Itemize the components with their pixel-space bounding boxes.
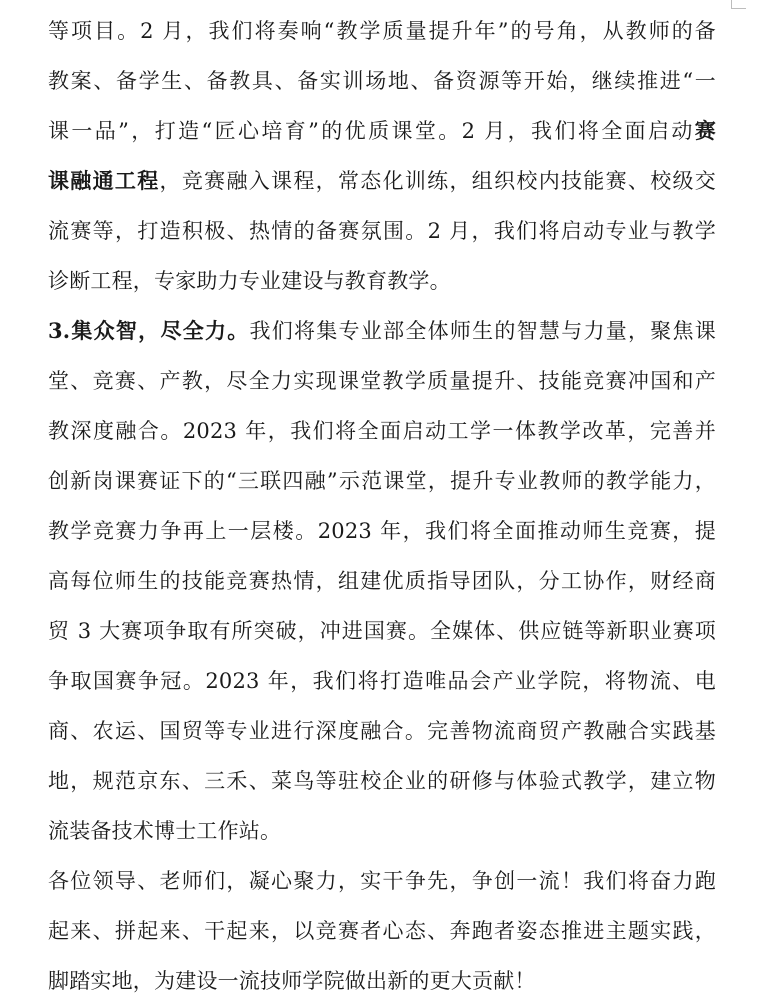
paragraph-teaching-quality	[48, 6, 716, 306]
text-run: 教深度融合。2023 年，我们将全面启动工学一体教学改革，完善并	[48, 419, 716, 443]
text-line	[48, 706, 716, 756]
text-run: 商、农运、国贸等专业进行深度融合。完善物流商贸产教融合实践基	[48, 719, 716, 743]
text-line	[48, 106, 716, 156]
document-body	[48, 6, 716, 1006]
paragraph-collective-wisdom	[48, 306, 716, 856]
text-line	[48, 256, 716, 306]
text-line	[48, 56, 716, 106]
text-line	[48, 156, 716, 206]
text-run: 流装备技术博士工作站。	[48, 819, 282, 843]
text-run: 诊断工程，专家助力专业建设与教育教学。	[48, 269, 451, 293]
bold-text-run: 赛	[694, 118, 716, 143]
text-line	[48, 306, 716, 356]
text-run: ，竞赛融入课程，常态化训练，组织校内技能赛、校级交	[159, 169, 717, 193]
text-run: 等项目。2 月，我们将奏响“教学质量提升年”的号角，从教师的备	[48, 19, 716, 43]
text-line	[48, 806, 716, 856]
text-run: 流赛等，打造积极、热情的备赛氛围。2 月，我们将启动专业与教学	[48, 219, 716, 243]
text-run: 起来、拼起来、干起来，以竞赛者心态、奔跑者姿态推进主题实践，	[48, 919, 716, 943]
text-line	[48, 456, 716, 506]
text-run: 高每位师生的技能竞赛热情，组建优质指导团队，分工协作，财经商	[48, 569, 716, 593]
text-line	[48, 956, 716, 1006]
text-run: 脚踏实地，为建设一流技师学院做出新的更大贡献！	[48, 969, 536, 993]
paragraph-closing-call	[48, 856, 716, 1006]
text-line	[48, 756, 716, 806]
text-line	[48, 6, 716, 56]
text-run: 我们将集专业部全体师生的智慧与力量，聚焦课	[249, 319, 716, 343]
page-corner-mark	[731, 0, 746, 9]
text-line	[48, 206, 716, 256]
text-run: 堂、竞赛、产教，尽全力实现课堂教学质量提升、技能竞赛冲国和产	[48, 369, 716, 393]
text-run: 创新岗课赛证下的“三联四融”示范课堂，提升专业教师的教学能力，	[48, 469, 716, 493]
bold-text-run: 课融通工程	[48, 168, 160, 193]
text-run: 地，规范京东、三禾、菜鸟等驻校企业的研修与体验式教学，建立物	[48, 769, 716, 793]
text-line	[48, 356, 716, 406]
text-run: 贸 3 大赛项争取有所突破，冲进国赛。全媒体、供应链等新职业赛项	[48, 619, 716, 643]
text-run: 各位领导、老师们，凝心聚力，实干争先，争创一流！我们将奋力跑	[48, 869, 716, 893]
text-run: 教学竞赛力争再上一层楼。2023 年，我们将全面推动师生竞赛，提	[48, 519, 716, 543]
text-line	[48, 556, 716, 606]
bold-text-run: 3.集众智，尽全力。	[48, 318, 250, 343]
text-line	[48, 606, 716, 656]
text-run: 课一品”，打造“匠心培育”的优质课堂。2 月，我们将全面启动	[48, 119, 695, 143]
text-line	[48, 506, 716, 556]
text-line	[48, 856, 716, 906]
text-run: 争取国赛争冠。2023 年，我们将打造唯品会产业学院，将物流、电	[48, 669, 716, 693]
text-line	[48, 656, 716, 706]
text-line	[48, 906, 716, 956]
text-run: 教案、备学生、备教具、备实训场地、备资源等开始，继续推进“一	[48, 69, 716, 93]
text-line	[48, 406, 716, 456]
